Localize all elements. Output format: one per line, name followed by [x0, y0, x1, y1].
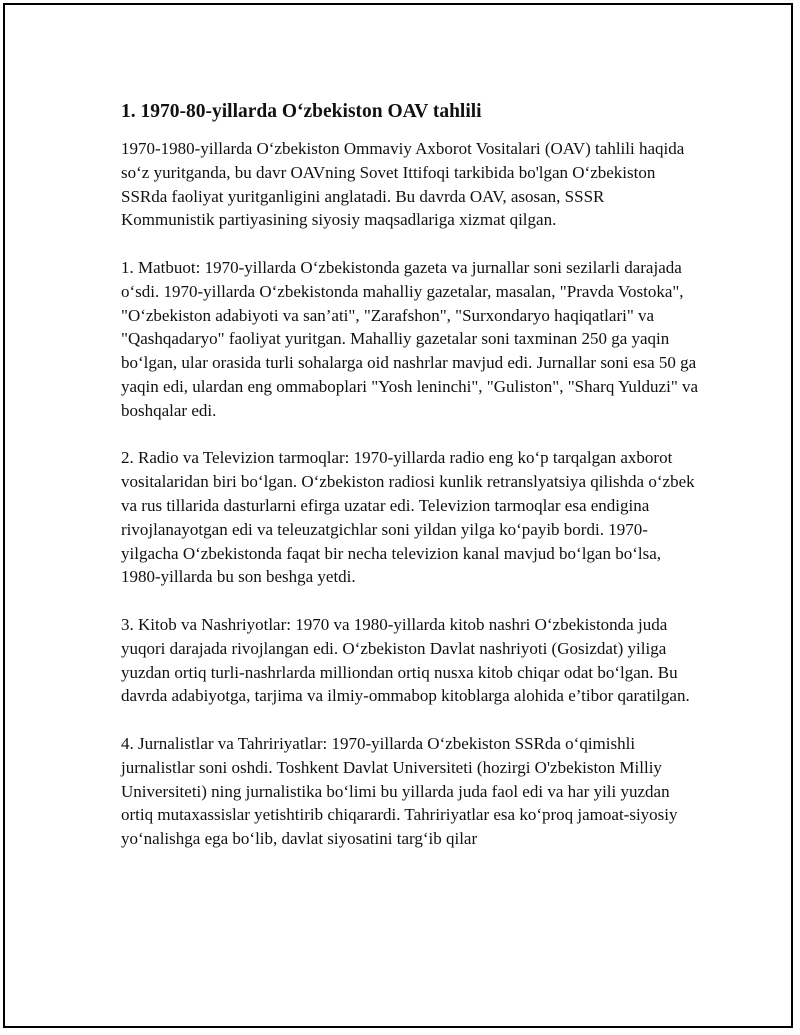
- paragraph-jurnalistlar: 4. Jurnalistlar va Tahririyatlar: 1970-yillarda O‘zbekiston SSRda o‘qimishli jurnalistlar soni oshdi. Toshkent Davlat Universiteti (hozirgi O'zbekiston Milliy Universiteti) ning jurnalistika bo‘limi bu yillarda juda faol edi va har yili yuzdan ortiq mutaxassislar yetishtirib chiqarardi. Tahririyatlar esa ko‘proq jamoat-siyosiy yo‘nalishga ega bo‘lib, davlat siyosatini targ‘ib qilar: [121, 733, 678, 849]
- paragraph-matbuot: 1. Matbuot: 1970-yillarda O‘zbekistonda gazeta va jurnallar soni sezilarli darajada o‘sdi. 1970-yillarda O‘zbekistonda mahalliy gazetalar, masalan, "Pravda Vostoka", "O‘zbekiston adabiyoti va san’ati", "Zarafshon", "Surxondaryo haqiqatlari" va "Qashqadaryo" faoliyat yuritgan. Mahalliy gazetalar soni taxminan 250 ga yaqin bo‘lgan, ular orasida turli sohalarga oid nashrlar mavjud edi. Jurnallar soni esa 50 ga yaqin edi, ulardan eng ommaboplari "Yosh leninchi", "Guliston", "Sharq Yulduzi" va boshqalar edi.: [121, 257, 699, 420]
- document-page: [3, 3, 793, 1028]
- paragraph-radio-televizion: 2. Radio va Televizion tarmoqlar: 1970-yillarda radio eng ko‘p tarqalgan axborot vositalaridan biri bo‘lgan. O‘zbekiston radiosi kunlik retranslyatsiya qilishda o‘zbek va rus tillarida dasturlarni efirga uzatar edi. Televizion tarmoqlar esa endigina rivojlanayotgan edi va teleuzatgichlar soni yildan yilga ko‘payib bordi. 1970-yilgacha O‘zbekistonda faqat bir necha televizion kanal mavjud bo‘lgan bo‘lsa, 1980-yillarda bu son beshga yetdi.: [121, 448, 695, 587]
- paragraph-kitob-nashriyotlar: 3. Kitob va Nashriyotlar: 1970 va 1980-yillarda kitob nashri O‘zbekistonda juda yuqori darajada rivojlangan edi. O‘zbekiston Davlat nashriyoti (Gosizdat) yiliga yuzdan ortiq turli-nashrlarda milliondan ortiq nusxa kitob chiqar odat bo‘lgan. Bu davrda adabiyotga, tarjima va ilmiy-ommabop kitoblarga alohida e’tibor qaratilgan.: [121, 614, 690, 706]
- intro-paragraph: 1970-1980-yillarda O‘zbekiston Ommaviy Axborot Vositalari (OAV) tahlili haqida so‘z yuritganda, bu davr OAVning Sovet Ittifoqi tarkibida bo'lgan O‘zbekiston SSRda faoliyat yuritganligini anglatadi. Bu davrda OAV, asosan, SSSR Kommunistik partiyasining siyosiy maqsadlariga xizmat qilgan.: [121, 139, 685, 230]
- document-title: 1. 1970-80-yillarda O‘zbekiston OAV tahlili: [121, 101, 482, 122]
- document-body: [121, 99, 701, 875]
